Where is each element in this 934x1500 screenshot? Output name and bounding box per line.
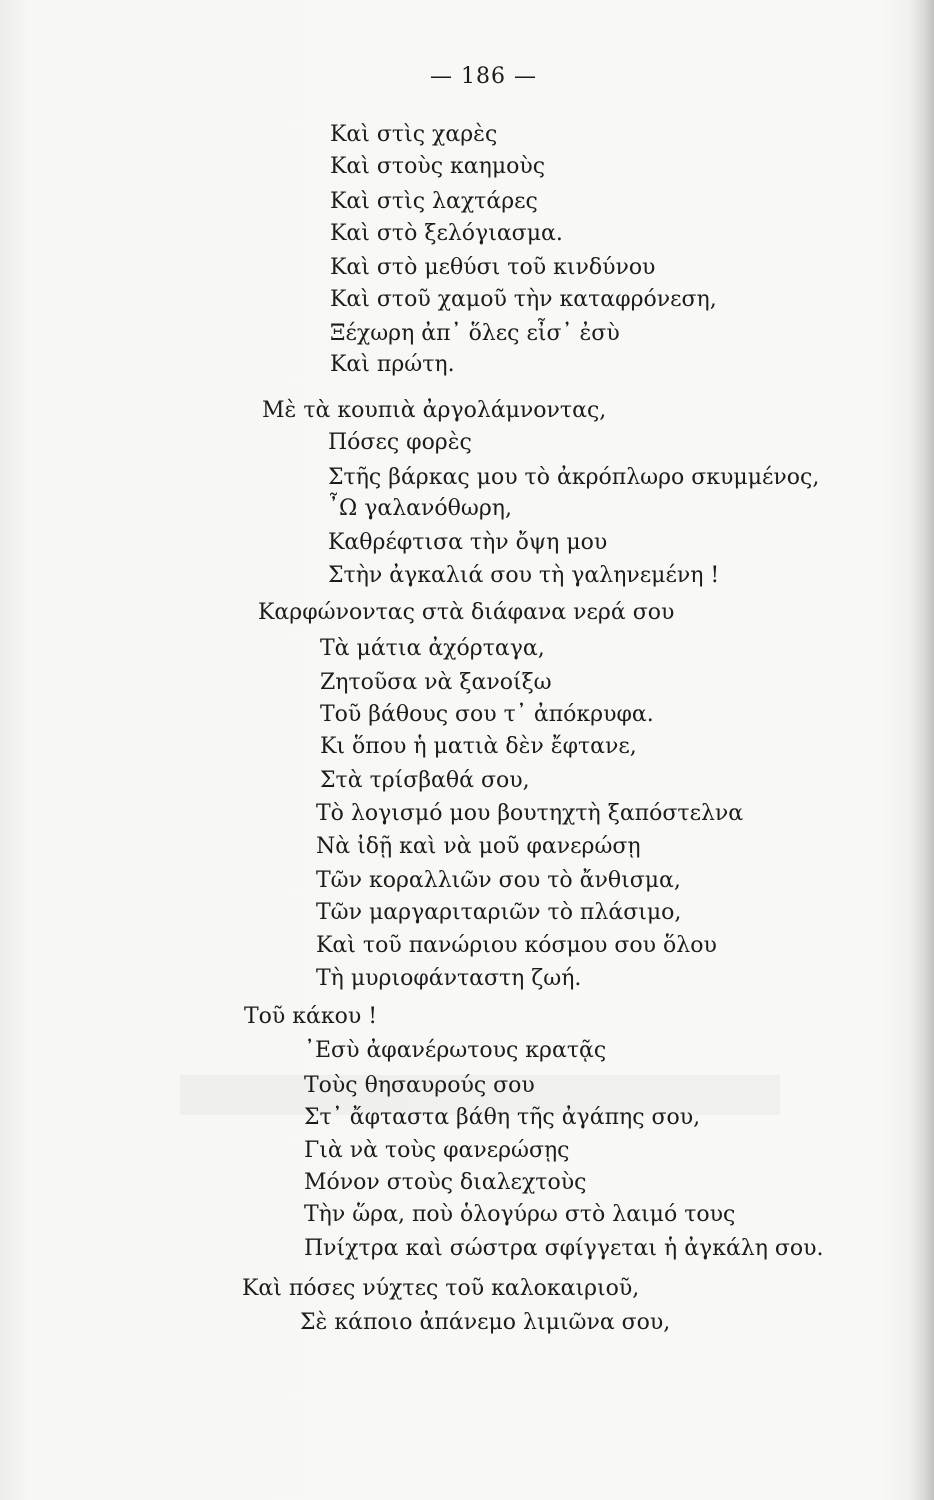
page-number: — 186 —: [430, 64, 537, 89]
poem-line: Τοὺς θησαυρούς σου: [304, 1073, 535, 1098]
poem-line: ῏Ω γαλανόθωρη,: [328, 496, 512, 521]
poem-line: Καὶ στὸ μεθύσι τοῦ κινδύνου: [330, 255, 656, 280]
poem-line: Καὶ τοῦ πανώριου κόσμου σου ὅλου: [316, 933, 717, 958]
poem-line: Καθρέφτισα τὴν ὄψη μου: [328, 530, 608, 555]
poem-line: Ξέχωρη ἀπ᾿ ὅλες εἶσ᾿ ἐσὺ: [330, 321, 620, 346]
poem-line: Καὶ στὸ ξελόγιασμα.: [330, 221, 563, 246]
poem-line: Ζητοῦσα νὰ ξανοίξω: [320, 670, 552, 695]
page-binding-shadow: [908, 0, 934, 1500]
poem-line: Καὶ πρώτη.: [330, 352, 455, 377]
poem-line: Γιὰ νὰ τοὺς φανερώσῃς: [304, 1138, 570, 1163]
poem-line: Τῶν κοραλλιῶν σου τὸ ἄνθισμα,: [316, 868, 681, 893]
poem-line: Νὰ ἰδῇ καὶ νὰ μοῦ φανερώσῃ: [316, 834, 641, 859]
poem-line: Στὴν ἀγκαλιά σου τὴ γαληνεμένη !: [328, 563, 720, 588]
poem-line: Σὲ κάποιο ἀπάνεμο λιμιῶνα σου,: [300, 1310, 671, 1335]
poem-line: Καὶ στὶς χαρὲς: [330, 122, 498, 147]
poem-line: Καὶ στὶς λαχτάρες: [330, 189, 538, 214]
poem-line: Μὲ τὰ κουπιὰ ἀργολάμνοντας,: [262, 398, 607, 423]
poem-line: Κι ὅπου ἡ ματιὰ δὲν ἔφτανε,: [320, 734, 637, 759]
poem-line: Καὶ στοὺς καημοὺς: [330, 154, 546, 179]
poem-line: Καὶ πόσες νύχτες τοῦ καλοκαιριοῦ,: [242, 1276, 640, 1301]
poem-line: Τὴν ὥρα, ποὺ ὁλογύρω στὸ λαιμό τους: [304, 1202, 736, 1227]
poem-line: Πόσες φορὲς: [328, 430, 472, 455]
poem-line: Τοῦ κάκου !: [244, 1004, 378, 1029]
poem-line: Τὴ μυριοφάνταστη ζωή.: [316, 966, 582, 991]
poem-line: Πνίχτρα καὶ σώστρα σφίγγεται ἡ ἀγκάλη σου.: [304, 1236, 824, 1261]
poem-line: Καρφώνοντας στὰ διάφανα νερά σου: [258, 600, 675, 625]
poem-line: Τὰ μάτια ἀχόρταγα,: [320, 636, 545, 661]
poem-line: Καὶ στοῦ χαμοῦ τὴν καταφρόνεση,: [330, 287, 717, 312]
poem-line: Στ᾿ ἄφταστα βάθη τῆς ἀγάπης σου,: [304, 1105, 701, 1130]
poem-line: Στὰ τρίσβαθά σου,: [320, 768, 530, 793]
poem-line: Μόνον στοὺς διαλεχτοὺς: [304, 1170, 587, 1195]
poem-line: Τοῦ βάθους σου τ᾿ ἀπόκρυφα.: [320, 702, 654, 727]
poem-line: Τὸ λογισμό μου βουτηχτὴ ξαπόστελνα: [316, 801, 744, 826]
poem-line: Τῶν μαργαριταριῶν τὸ πλάσιμο,: [316, 900, 682, 925]
poem-line: ᾿Εσὺ ἀφανέρωτους κρατᾷς: [304, 1038, 607, 1063]
poem-line: Στῆς βάρκας μου τὸ ἀκρόπλωρο σκυμμένος,: [328, 465, 820, 490]
